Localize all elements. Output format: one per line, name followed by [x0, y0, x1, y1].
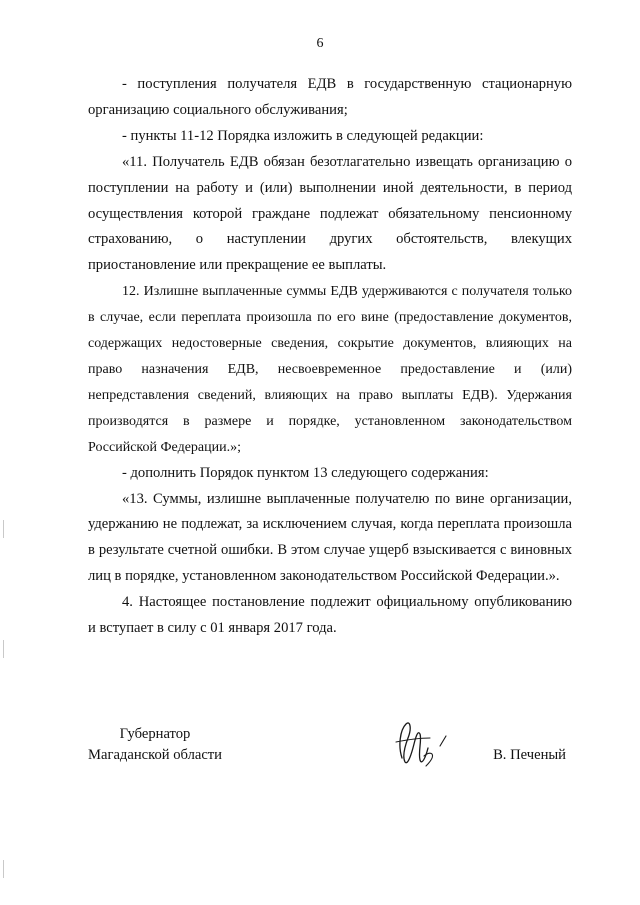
paragraph-item-12: 12. Излишне выплаченные суммы ЕДВ удерживаются с получателя только в случае, если переплата произошла по его вине (предоставление документов, содержащих недостоверные сведения, сокрытие документов, влияющих на право назначения ЕДВ, несвоевременное предоставление и (или) непредставления сведений, влияющих на право выплаты ЕДВ). Удержания производятся в размере и порядке, установленном законодательством Российской Федерации.»;: [88, 284, 572, 455]
paragraph-items-11-12-intro: - пункты 11-12 Порядка изложить в следующей редакции:: [122, 127, 484, 144]
signature-block: [88, 724, 572, 794]
paragraph-item-11: «11. Получатель ЕДВ обязан безотлагательно извещать организацию о поступлении на работу и (или) выполнении иной деятельности, в период осуществления которой граждане подлежат обязательному пенсионному страхованию, о наступлении других обстоятельств, влекущих приостановление или прекращение ее выплаты.: [88, 153, 572, 274]
paragraph-item-13-intro: - дополнить Порядок пунктом 13 следующего содержания:: [122, 464, 489, 481]
signer-name: В. Печеный: [493, 747, 566, 763]
scan-margin-mark: [3, 520, 4, 538]
document-body: [88, 72, 572, 642]
scan-margin-mark: [3, 860, 4, 878]
signatory-position-region: Магаданской области: [88, 747, 222, 763]
handwritten-signature: [388, 716, 468, 776]
paragraph-item-13: «13. Суммы, излишне выплаченные получателю по вине организации, удержанию не подлежат, за исключением случая, когда переплата произошла в результате счетной ошибки. В этом случае ущерб взыскивается с виновных лиц в порядке, установленном законодательством Российской Федерации.».: [88, 490, 572, 585]
paragraph-stationary-organization: - поступления получателя ЕДВ в государственную стационарную организацию социального обслуживания;: [88, 76, 572, 118]
paragraph-publication: 4. Настоящее постановление подлежит официальному опубликованию и вступает в силу с 01 января 2017 года.: [88, 594, 572, 637]
scan-margin-mark: [3, 640, 4, 658]
signatory-position-title: Губернатор: [119, 726, 191, 742]
signatory-position: [88, 724, 222, 766]
page-number: 6: [316, 36, 324, 51]
